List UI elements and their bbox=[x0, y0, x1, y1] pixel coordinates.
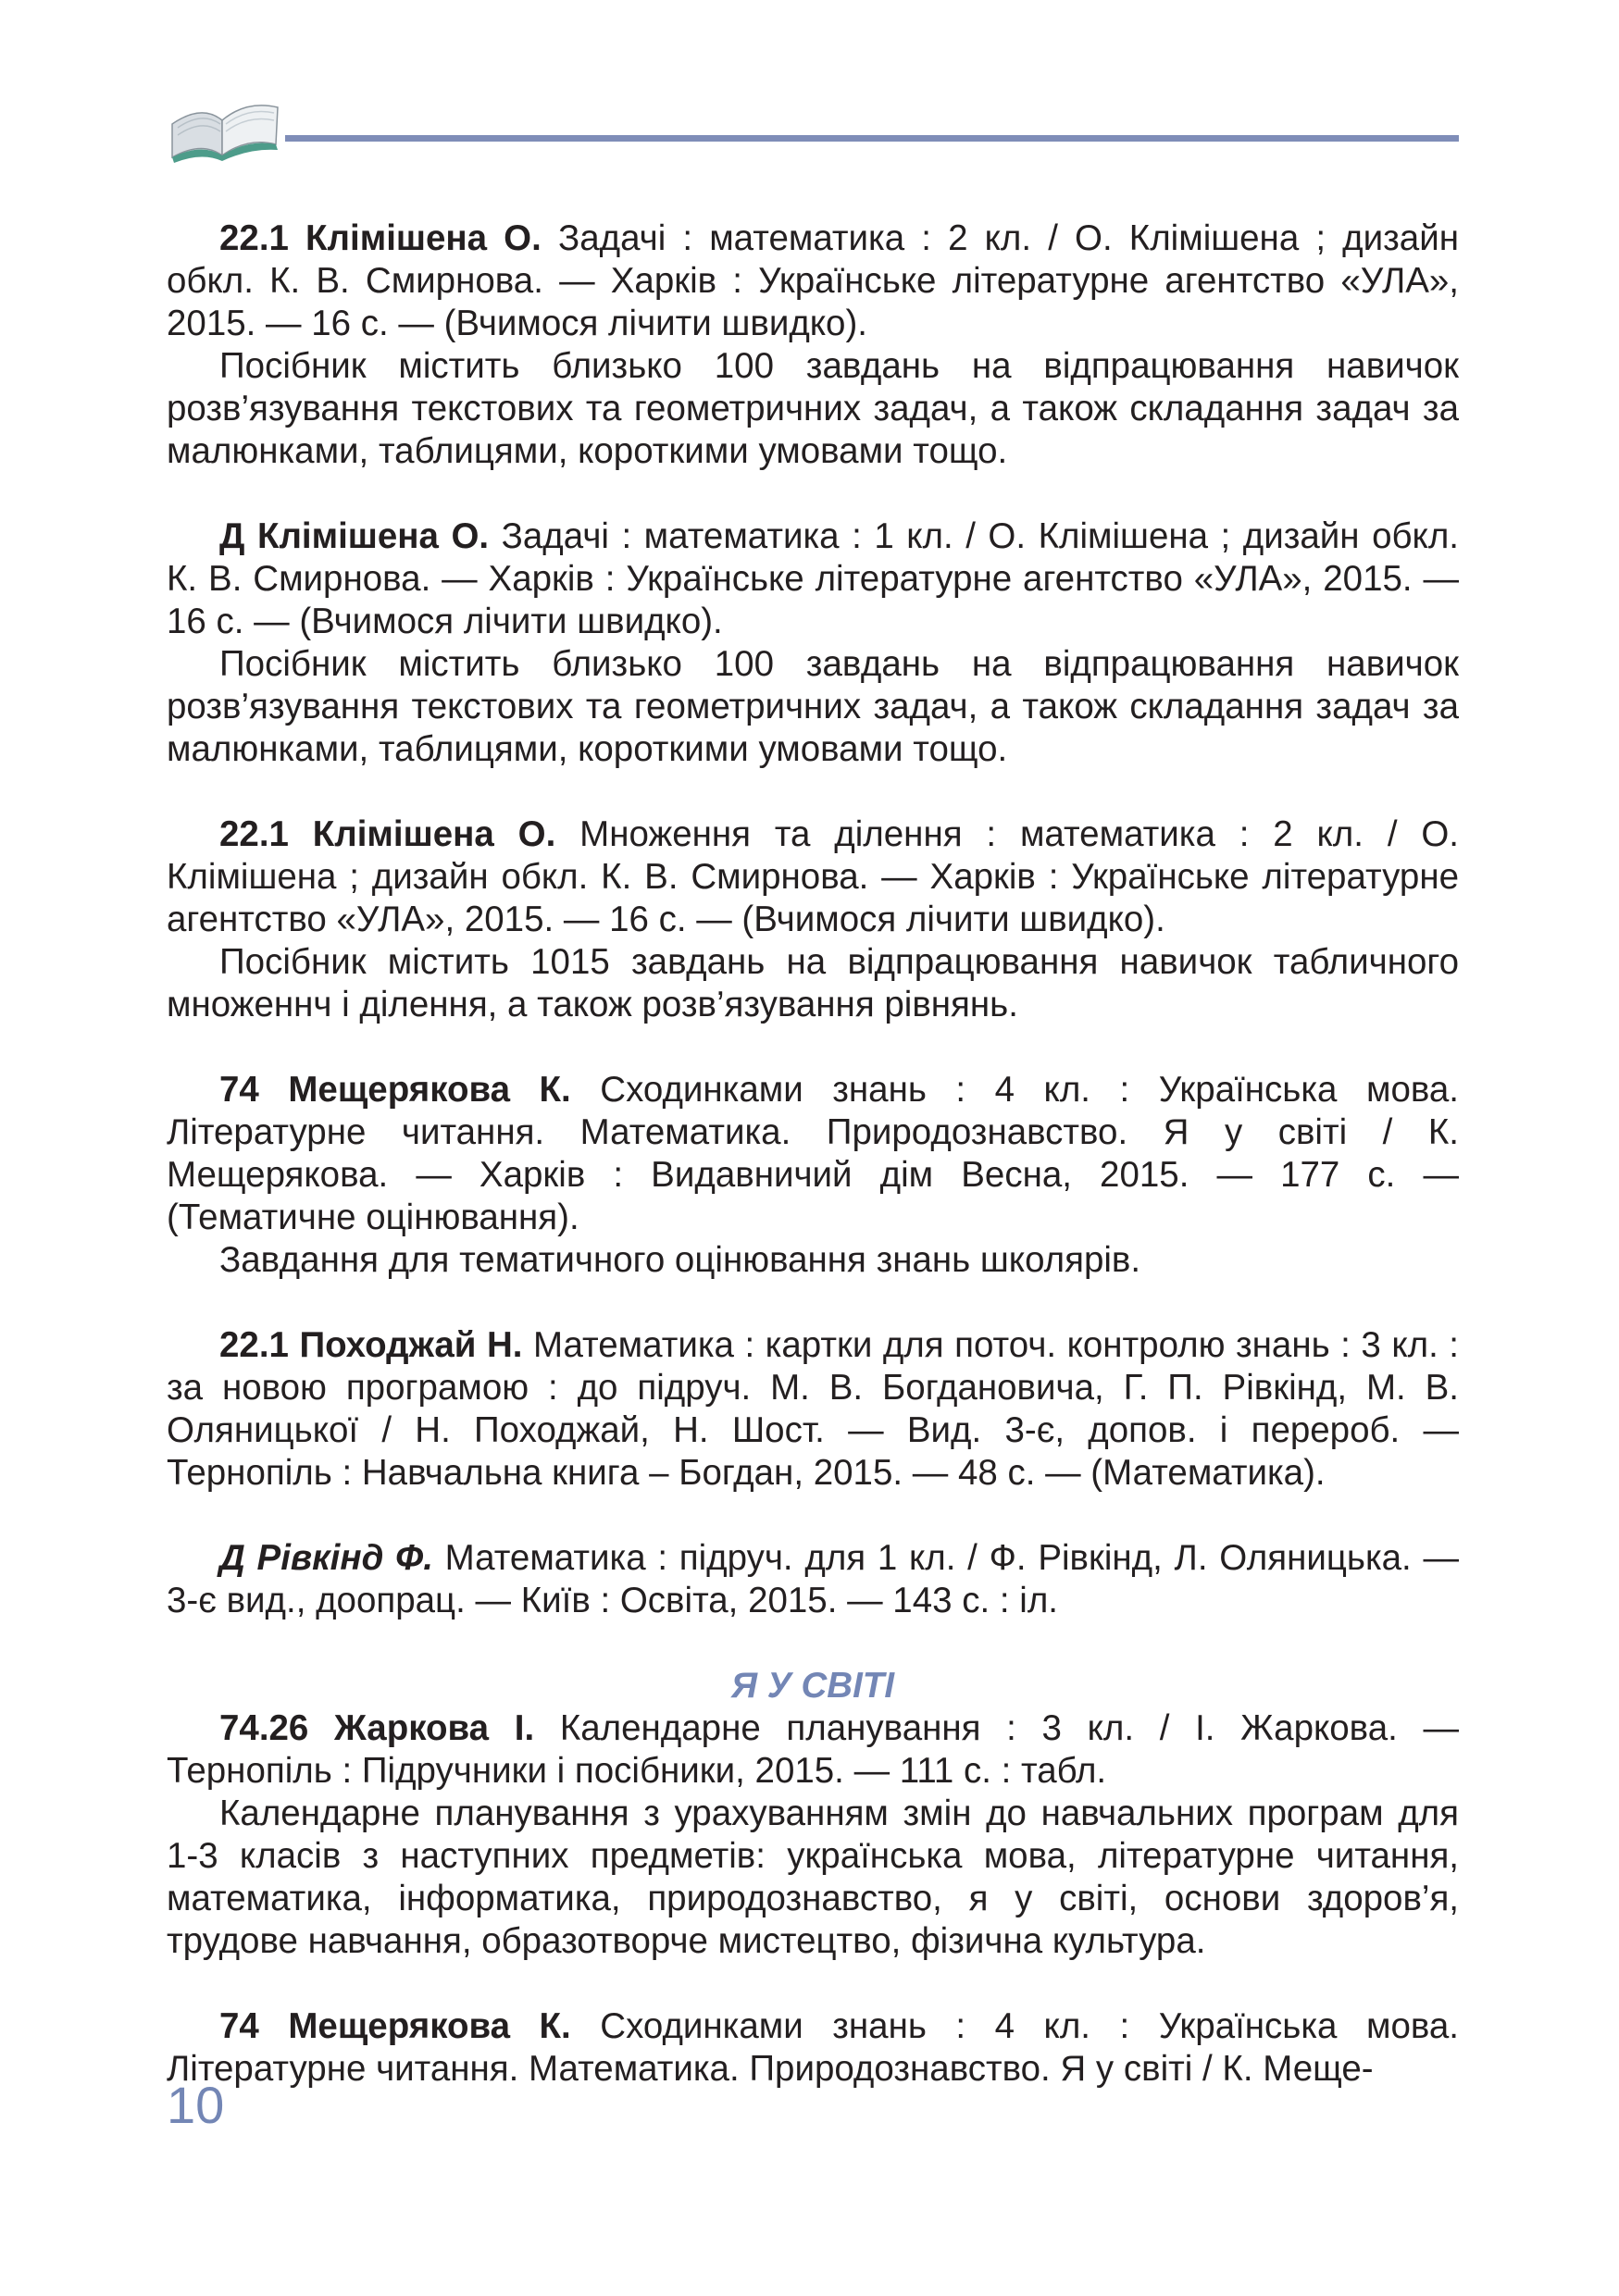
entry-code: 74.26 Жаркова І. bbox=[219, 1708, 535, 1748]
bibliography-entry bbox=[167, 515, 1459, 771]
entry-code: 74 Мещерякова К. bbox=[219, 1070, 571, 1110]
entry-description: Сходинками знань : 4 кл. : Українська мова. Літературне читання. Математика. Природознавство. Я у світі / К. Мещерякова. — Харків : Видавничий дім Весна, 2015. — 177 с. — (Тематичне оцінювання). bbox=[167, 1070, 1459, 1237]
entry-description: Задачі : математика : 1 кл. / О. Клімішена ; дизайн обкл. К. В. Смирнова. — Харків : Українське літературне агентство «УЛА», 2015. — 16 с. — (Вчимося лічити швидко). bbox=[167, 516, 1459, 641]
entry-code: 22.1 Клімішена О. bbox=[219, 218, 542, 258]
entry-code: 22.1 Клімішена О. bbox=[219, 814, 556, 854]
bibliography-entry bbox=[167, 1069, 1459, 1282]
bibliography-list bbox=[167, 217, 1459, 2133]
bibliography-entry bbox=[167, 217, 1459, 473]
entry-description: Сходинками знань : 4 кл. : Українська мова. Літературне читання. Математика. Природознавство. Я у світі / К. Меще- bbox=[167, 2006, 1459, 2089]
entry-code: Д Рівкінд Ф. bbox=[219, 1538, 433, 1578]
entry-description: Календарне планування : 3 кл. / І. Жаркова. — Тернопіль : Підручники і посібники, 2015. — 111 с. : табл. bbox=[167, 1708, 1459, 1791]
entry-code: Д Клімішена О. bbox=[219, 516, 490, 556]
entry-annotation: Посібник містить близько 100 завдань на відпрацювання навичок розв’язування текстових та геометричних задач, а також складання задач за малюнками, таблицями, короткими умовами тощо. bbox=[167, 644, 1459, 769]
bibliography-entry bbox=[167, 2005, 1459, 2091]
bibliography-entry bbox=[167, 1324, 1459, 1495]
open-book-icon bbox=[165, 67, 285, 168]
entry-annotation: Посібник містить близько 100 завдань на відпрацювання навичок розв’язування текстових та геометричних задач, а також складання задач за малюнками, таблицями, короткими умовами тощо. bbox=[167, 346, 1459, 471]
entry-annotation: Завдання для тематичного оцінювання знань школярів. bbox=[219, 1240, 1141, 1280]
entry-description: Задачі : математика : 2 кл. / О. Клімішена ; дизайн обкл. К. В. Смирнова. — Харків : Українське літературне агентство «УЛА», 2015. — 16 с. — (Вчимося лічити швидко). bbox=[167, 218, 1459, 343]
page-number: 10 bbox=[167, 2076, 225, 2134]
entry-code: 74 Мещерякова К. bbox=[219, 2006, 571, 2046]
entry-annotation: Посібник містить 1015 завдань на відпрацювання навичок табличного множеннч і ділення, а також розв’язування рівнянь. bbox=[167, 942, 1459, 1024]
entry-annotation: Календарне планування з урахуванням змін до навчальних програм для 1-3 класів з наступних предметів: українська мова, літературне читання, математика, інформатика, природознавство, я у світі, основи здоров’я, трудове навчання, образотворче мистецтво, фізична культура. bbox=[167, 1793, 1459, 1961]
bibliography-entry bbox=[167, 813, 1459, 1026]
entry-description: Математика : підруч. для 1 кл. / Ф. Рівкінд, Л. Оляницька. — 3-є вид., доопрац. — Київ : Освіта, 2015. — 143 с. : іл. bbox=[167, 1538, 1459, 1620]
entry-description: Математика : картки для поточ. контролю знань : 3 кл. : за новою програмою : до підруч. М. В. Богдановича, Г. П. Рівкінд, М. В. Оляницької / Н. Походжай, Н. Шост. — Вид. 3-є, допов. і перероб. — Тернопіль : Навчальна книга – Богдан, 2015. — 48 с. — (Математика). bbox=[167, 1325, 1459, 1493]
entry-description: Множення та ділення : математика : 2 кл. / О. Клімішена ; дизайн обкл. К. В. Смирнова. — Харків : Українське літературне агентство «УЛА», 2015. — 16 с. — (Вчимося лічити швидко). bbox=[167, 814, 1460, 939]
bibliography-entry bbox=[167, 1537, 1459, 1622]
bibliography-entry bbox=[167, 1707, 1459, 1963]
entry-code: 22.1 Походжай Н. bbox=[219, 1325, 523, 1365]
section-heading: Я У СВІТІ bbox=[730, 1666, 895, 1706]
header-rule bbox=[285, 135, 1459, 142]
